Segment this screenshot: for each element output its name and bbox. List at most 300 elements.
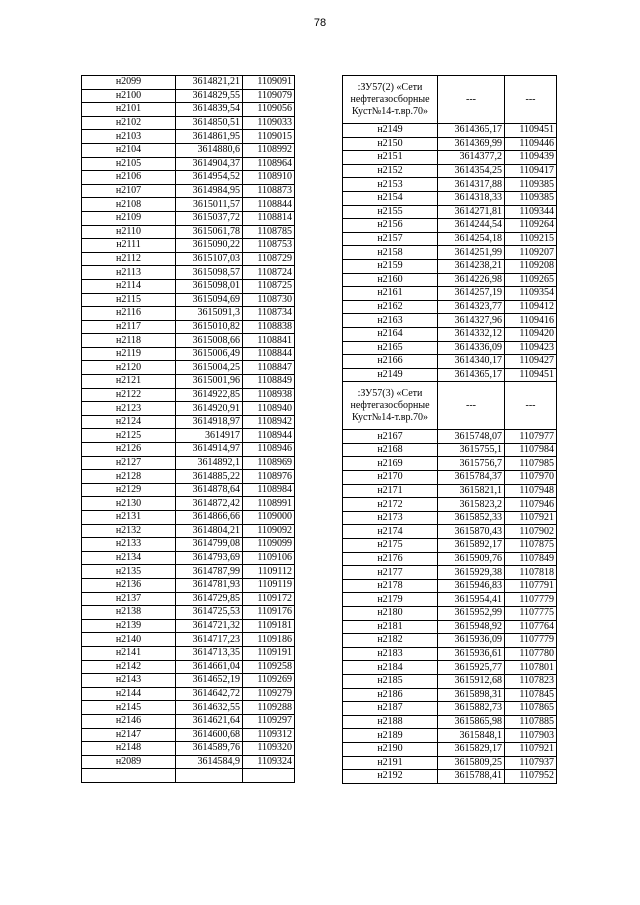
- point-id-cell: н2162: [343, 300, 438, 314]
- y-coordinate-cell: 1109172: [243, 592, 295, 606]
- y-coordinate-cell: 1109181: [243, 619, 295, 633]
- x-coordinate-cell: 3615061,78: [176, 225, 243, 239]
- x-coordinate-cell: 3614850,51: [176, 116, 243, 130]
- y-coordinate-cell: 1109385: [505, 178, 557, 192]
- x-coordinate-cell: 3614914,97: [176, 443, 243, 457]
- y-coordinate-cell: 1107921: [505, 742, 557, 756]
- x-coordinate-cell: 3614365,17: [438, 368, 505, 382]
- table-row: [343, 674, 557, 688]
- y-coordinate-cell: 1109106: [243, 551, 295, 565]
- x-coordinate-cell: 3615091,3: [176, 307, 243, 321]
- point-id-cell: н2150: [343, 137, 438, 151]
- y-coordinate-cell: 1108940: [243, 402, 295, 416]
- point-id-cell: н2155: [343, 205, 438, 219]
- point-id-cell: н2151: [343, 151, 438, 165]
- table-row: [82, 701, 295, 715]
- x-coordinate-cell: 3614271,81: [438, 205, 505, 219]
- table-row: [82, 252, 295, 266]
- table-row: [82, 198, 295, 212]
- point-id-cell: н2169: [343, 457, 438, 471]
- table-row: [343, 273, 557, 287]
- empty-value-cell: ---: [438, 76, 505, 124]
- x-coordinate-cell: 3614920,91: [176, 402, 243, 416]
- x-coordinate-cell: 3615936,61: [438, 647, 505, 661]
- point-id-cell: н2105: [82, 157, 176, 171]
- x-coordinate-cell: 3614872,42: [176, 497, 243, 511]
- y-coordinate-cell: 1109427: [505, 355, 557, 369]
- table-row: [82, 402, 295, 416]
- table-row: [343, 742, 557, 756]
- point-id-cell: н2132: [82, 524, 176, 538]
- x-coordinate-cell: 3615001,96: [176, 375, 243, 389]
- table-row: [82, 619, 295, 633]
- empty-value-cell: ---: [505, 382, 557, 430]
- y-coordinate-cell: 1107845: [505, 688, 557, 702]
- table-row: [82, 443, 295, 457]
- x-coordinate-cell: 3615094,69: [176, 293, 243, 307]
- y-coordinate-cell: 1109385: [505, 191, 557, 205]
- y-coordinate-cell: 1108734: [243, 307, 295, 321]
- y-coordinate-cell: 1108984: [243, 483, 295, 497]
- x-coordinate-cell: 3614226,98: [438, 273, 505, 287]
- point-id-cell: н2173: [343, 511, 438, 525]
- point-id-cell: н2166: [343, 355, 438, 369]
- table-row: [82, 714, 295, 728]
- table-row: [343, 287, 557, 301]
- point-id-cell: н2136: [82, 578, 176, 592]
- point-id-cell: н2164: [343, 327, 438, 341]
- point-id-cell: н2176: [343, 552, 438, 566]
- x-coordinate-cell: 3615892,17: [438, 539, 505, 553]
- x-coordinate-cell: 3614781,93: [176, 578, 243, 592]
- table-row: [343, 756, 557, 770]
- point-id-cell: н2160: [343, 273, 438, 287]
- y-coordinate-cell: 1108910: [243, 171, 295, 185]
- table-row: [82, 89, 295, 103]
- y-coordinate-cell: 1108946: [243, 443, 295, 457]
- point-id-cell: н2157: [343, 232, 438, 246]
- point-id-cell: н2142: [82, 660, 176, 674]
- point-id-cell: н2174: [343, 525, 438, 539]
- x-coordinate-cell: 3614917: [176, 429, 243, 443]
- x-coordinate-cell: 3614861,95: [176, 130, 243, 144]
- y-coordinate-cell: 1109344: [505, 205, 557, 219]
- x-coordinate-cell: 3614340,17: [438, 355, 505, 369]
- table-row: [82, 742, 295, 756]
- table-row: [82, 483, 295, 497]
- table-row: [343, 246, 557, 260]
- x-coordinate-cell: 3614729,85: [176, 592, 243, 606]
- y-coordinate-cell: 1107946: [505, 498, 557, 512]
- x-coordinate-cell: 3615098,01: [176, 279, 243, 293]
- x-coordinate-cell: 3614327,96: [438, 314, 505, 328]
- y-coordinate-cell: 1109258: [243, 660, 295, 674]
- x-coordinate-cell: 3614600,68: [176, 728, 243, 742]
- point-id-cell: н2183: [343, 647, 438, 661]
- y-coordinate-cell: 1108730: [243, 293, 295, 307]
- section-header-cell: :ЗУ57(3) «Сети нефтегазосборные Куст№14-т.вр.70»: [343, 382, 438, 430]
- x-coordinate-cell: 3614878,64: [176, 483, 243, 497]
- point-id-cell: н2113: [82, 266, 176, 280]
- y-coordinate-cell: 1109079: [243, 89, 295, 103]
- x-coordinate-cell: 3615954,41: [438, 593, 505, 607]
- table-row: [343, 634, 557, 648]
- point-id-cell: н2178: [343, 579, 438, 593]
- y-coordinate-cell: 1109416: [505, 314, 557, 328]
- x-coordinate-cell: 3614787,99: [176, 565, 243, 579]
- x-coordinate-cell: 3614804,21: [176, 524, 243, 538]
- point-id-cell: н2135: [82, 565, 176, 579]
- x-coordinate-cell: 3614257,19: [438, 287, 505, 301]
- point-id-cell: н2131: [82, 511, 176, 525]
- table-row: [343, 341, 557, 355]
- table-row: [82, 674, 295, 688]
- x-coordinate-cell: 3614377,2: [438, 151, 505, 165]
- point-id-cell: н2170: [343, 471, 438, 485]
- coordinates-table-left: [81, 75, 295, 783]
- point-id-cell: н2158: [343, 246, 438, 260]
- x-coordinate-cell: 3614317,88: [438, 178, 505, 192]
- point-id-cell: н2103: [82, 130, 176, 144]
- x-coordinate-cell: 3614332,12: [438, 327, 505, 341]
- point-id-cell: н2117: [82, 320, 176, 334]
- table-row: [82, 660, 295, 674]
- table-row: [343, 327, 557, 341]
- point-id-cell: н2172: [343, 498, 438, 512]
- y-coordinate-cell: 1107970: [505, 471, 557, 485]
- x-coordinate-cell: 3615823,2: [438, 498, 505, 512]
- x-coordinate-cell: 3615909,76: [438, 552, 505, 566]
- point-id-cell: н2102: [82, 116, 176, 130]
- table-row: [343, 457, 557, 471]
- table-row: [82, 239, 295, 253]
- table-row: [82, 524, 295, 538]
- y-coordinate-cell: [243, 769, 295, 783]
- point-id-cell: н2186: [343, 688, 438, 702]
- x-coordinate-cell: 3615784,37: [438, 471, 505, 485]
- table-row: [82, 565, 295, 579]
- y-coordinate-cell: 1109269: [243, 674, 295, 688]
- y-coordinate-cell: 1107948: [505, 484, 557, 498]
- y-coordinate-cell: 1108844: [243, 198, 295, 212]
- point-id-cell: н2141: [82, 646, 176, 660]
- point-id-cell: н2145: [82, 701, 176, 715]
- y-coordinate-cell: 1109215: [505, 232, 557, 246]
- x-coordinate-cell: 3615829,17: [438, 742, 505, 756]
- point-id-cell: н2153: [343, 178, 438, 192]
- x-coordinate-cell: 3614589,76: [176, 742, 243, 756]
- point-id-cell: н2156: [343, 219, 438, 233]
- point-id-cell: н2159: [343, 259, 438, 273]
- table-row: [82, 646, 295, 660]
- table-row: [343, 300, 557, 314]
- table-row: [82, 456, 295, 470]
- x-coordinate-cell: 3614721,32: [176, 619, 243, 633]
- table-row: [82, 755, 295, 769]
- x-coordinate-cell: 3614880,6: [176, 143, 243, 157]
- point-id-cell: н2120: [82, 361, 176, 375]
- table-row: [82, 388, 295, 402]
- point-id-cell: н2152: [343, 164, 438, 178]
- x-coordinate-cell: 3614954,52: [176, 171, 243, 185]
- x-coordinate-cell: 3615821,1: [438, 484, 505, 498]
- y-coordinate-cell: 1108873: [243, 184, 295, 198]
- x-coordinate-cell: 3614244,54: [438, 219, 505, 233]
- table-row: [343, 552, 557, 566]
- point-id-cell: н2175: [343, 539, 438, 553]
- y-coordinate-cell: 1109451: [505, 124, 557, 138]
- x-coordinate-cell: 3614799,08: [176, 538, 243, 552]
- y-coordinate-cell: 1109033: [243, 116, 295, 130]
- x-coordinate-cell: 3615755,1: [438, 443, 505, 457]
- x-coordinate-cell: 3614621,64: [176, 714, 243, 728]
- y-coordinate-cell: 1109092: [243, 524, 295, 538]
- point-id-cell: н2104: [82, 143, 176, 157]
- table-row: [82, 171, 295, 185]
- y-coordinate-cell: 1109099: [243, 538, 295, 552]
- y-coordinate-cell: 1109297: [243, 714, 295, 728]
- y-coordinate-cell: 1109208: [505, 259, 557, 273]
- x-coordinate-cell: 3615936,09: [438, 634, 505, 648]
- x-coordinate-cell: 3615010,82: [176, 320, 243, 334]
- point-id-cell: н2112: [82, 252, 176, 266]
- y-coordinate-cell: 1109112: [243, 565, 295, 579]
- table-row: [343, 259, 557, 273]
- y-coordinate-cell: 1107952: [505, 770, 557, 784]
- y-coordinate-cell: 1107921: [505, 511, 557, 525]
- point-id-cell: н2165: [343, 341, 438, 355]
- point-id-cell: н2115: [82, 293, 176, 307]
- x-coordinate-cell: 3615925,77: [438, 661, 505, 675]
- table-row: [82, 497, 295, 511]
- y-coordinate-cell: 1107823: [505, 674, 557, 688]
- y-coordinate-cell: 1109439: [505, 151, 557, 165]
- table-row: [343, 484, 557, 498]
- x-coordinate-cell: 3614632,55: [176, 701, 243, 715]
- point-id-cell: н2129: [82, 483, 176, 497]
- y-coordinate-cell: 1109056: [243, 103, 295, 117]
- x-coordinate-cell: 3615098,57: [176, 266, 243, 280]
- y-coordinate-cell: 1107791: [505, 579, 557, 593]
- y-coordinate-cell: 1109000: [243, 511, 295, 525]
- table-row: [343, 368, 557, 382]
- y-coordinate-cell: 1107977: [505, 430, 557, 444]
- table-row: [343, 715, 557, 729]
- x-coordinate-cell: 3614904,37: [176, 157, 243, 171]
- table-row: [343, 729, 557, 743]
- empty-value-cell: ---: [438, 382, 505, 430]
- table-row: [343, 688, 557, 702]
- y-coordinate-cell: 1109417: [505, 164, 557, 178]
- y-coordinate-cell: 1109265: [505, 273, 557, 287]
- y-coordinate-cell: 1109015: [243, 130, 295, 144]
- y-coordinate-cell: 1107818: [505, 566, 557, 580]
- point-id-cell: н2100: [82, 89, 176, 103]
- x-coordinate-cell: 3614793,69: [176, 551, 243, 565]
- point-id-cell: н2140: [82, 633, 176, 647]
- y-coordinate-cell: 1109324: [243, 755, 295, 769]
- y-coordinate-cell: 1109279: [243, 687, 295, 701]
- point-id-cell: н2118: [82, 334, 176, 348]
- table-row: [343, 137, 557, 151]
- point-id-cell: н2099: [82, 76, 176, 90]
- table-row: [343, 702, 557, 716]
- table-row: [82, 334, 295, 348]
- x-coordinate-cell: 3614839,54: [176, 103, 243, 117]
- point-id-cell: н2108: [82, 198, 176, 212]
- y-coordinate-cell: 1107875: [505, 539, 557, 553]
- point-id-cell: н2128: [82, 470, 176, 484]
- point-id-cell: н2147: [82, 728, 176, 742]
- point-id-cell: н2184: [343, 661, 438, 675]
- table-row: [82, 293, 295, 307]
- y-coordinate-cell: 1108844: [243, 347, 295, 361]
- section-header-row: [343, 382, 557, 430]
- x-coordinate-cell: 3614584,9: [176, 755, 243, 769]
- x-coordinate-cell: 3615929,38: [438, 566, 505, 580]
- x-coordinate-cell: 3615952,99: [438, 607, 505, 621]
- point-id-cell: н2146: [82, 714, 176, 728]
- point-id-cell: н2187: [343, 702, 438, 716]
- y-coordinate-cell: 1108969: [243, 456, 295, 470]
- table-row: [343, 191, 557, 205]
- y-coordinate-cell: 1108725: [243, 279, 295, 293]
- table-row: [343, 232, 557, 246]
- point-id-cell: н2114: [82, 279, 176, 293]
- x-coordinate-cell: 3614354,25: [438, 164, 505, 178]
- x-coordinate-cell: 3614725,53: [176, 606, 243, 620]
- table-row: [82, 279, 295, 293]
- table-row: [82, 470, 295, 484]
- point-id-cell: н2124: [82, 415, 176, 429]
- table-row: [343, 593, 557, 607]
- table-row: [343, 219, 557, 233]
- y-coordinate-cell: 1109119: [243, 578, 295, 592]
- y-coordinate-cell: 1108785: [243, 225, 295, 239]
- y-coordinate-cell: 1109412: [505, 300, 557, 314]
- y-coordinate-cell: 1109312: [243, 728, 295, 742]
- table-row: [82, 728, 295, 742]
- point-id-cell: н2119: [82, 347, 176, 361]
- point-id-cell: н2149: [343, 124, 438, 138]
- table-row: [343, 607, 557, 621]
- y-coordinate-cell: 1109354: [505, 287, 557, 301]
- x-coordinate-cell: 3615107,03: [176, 252, 243, 266]
- point-id-cell: н2180: [343, 607, 438, 621]
- table-row: [343, 443, 557, 457]
- point-id-cell: н2181: [343, 620, 438, 634]
- table-row: [343, 539, 557, 553]
- y-coordinate-cell: 1107801: [505, 661, 557, 675]
- section-header-cell: :ЗУ57(2) «Сети нефтегазосборные Куст№14-т.вр.70»: [343, 76, 438, 124]
- x-coordinate-cell: 3615788,41: [438, 770, 505, 784]
- x-coordinate-cell: 3615756,7: [438, 457, 505, 471]
- x-coordinate-cell: 3615948,92: [438, 620, 505, 634]
- table-row: [82, 429, 295, 443]
- x-coordinate-cell: 3615912,68: [438, 674, 505, 688]
- table-row: [82, 266, 295, 280]
- y-coordinate-cell: 1107865: [505, 702, 557, 716]
- point-id-cell: н2122: [82, 388, 176, 402]
- point-id-cell: н2167: [343, 430, 438, 444]
- y-coordinate-cell: 1108942: [243, 415, 295, 429]
- point-id-cell: н2171: [343, 484, 438, 498]
- y-coordinate-cell: 1108964: [243, 157, 295, 171]
- point-id-cell: [82, 769, 176, 783]
- y-coordinate-cell: 1108992: [243, 143, 295, 157]
- y-coordinate-cell: 1107779: [505, 634, 557, 648]
- x-coordinate-cell: 3614866,66: [176, 511, 243, 525]
- point-id-cell: н2190: [343, 742, 438, 756]
- table-row: [343, 770, 557, 784]
- x-coordinate-cell: 3614642,72: [176, 687, 243, 701]
- x-coordinate-cell: 3614984,95: [176, 184, 243, 198]
- x-coordinate-cell: 3614318,33: [438, 191, 505, 205]
- table-row: [343, 178, 557, 192]
- point-id-cell: н2089: [82, 755, 176, 769]
- table-row: [82, 578, 295, 592]
- table-row: [343, 498, 557, 512]
- y-coordinate-cell: 1109320: [243, 742, 295, 756]
- x-coordinate-cell: 3614829,55: [176, 89, 243, 103]
- x-coordinate-cell: 3614323,77: [438, 300, 505, 314]
- point-id-cell: н2144: [82, 687, 176, 701]
- point-id-cell: н2191: [343, 756, 438, 770]
- point-id-cell: н2168: [343, 443, 438, 457]
- y-coordinate-cell: 1108753: [243, 239, 295, 253]
- x-coordinate-cell: 3614713,35: [176, 646, 243, 660]
- table-row: [82, 415, 295, 429]
- x-coordinate-cell: [176, 769, 243, 783]
- point-id-cell: н2126: [82, 443, 176, 457]
- y-coordinate-cell: 1108991: [243, 497, 295, 511]
- table-row: [82, 606, 295, 620]
- x-coordinate-cell: 3614885,22: [176, 470, 243, 484]
- y-coordinate-cell: 1108814: [243, 211, 295, 225]
- point-id-cell: н2127: [82, 456, 176, 470]
- y-coordinate-cell: 1109176: [243, 606, 295, 620]
- table-row: [82, 769, 295, 783]
- table-row: [343, 471, 557, 485]
- y-coordinate-cell: 1108841: [243, 334, 295, 348]
- table-row: [343, 579, 557, 593]
- x-coordinate-cell: 3615004,25: [176, 361, 243, 375]
- x-coordinate-cell: 3615852,33: [438, 511, 505, 525]
- y-coordinate-cell: 1109288: [243, 701, 295, 715]
- point-id-cell: н2149: [343, 368, 438, 382]
- point-id-cell: н2185: [343, 674, 438, 688]
- table-row: [82, 511, 295, 525]
- y-coordinate-cell: 1109091: [243, 76, 295, 90]
- table-row: [343, 525, 557, 539]
- x-coordinate-cell: 3614661,04: [176, 660, 243, 674]
- point-id-cell: н2192: [343, 770, 438, 784]
- table-row: [82, 76, 295, 90]
- table-row: [82, 592, 295, 606]
- x-coordinate-cell: 3615898,31: [438, 688, 505, 702]
- y-coordinate-cell: 1107775: [505, 607, 557, 621]
- y-coordinate-cell: 1107985: [505, 457, 557, 471]
- y-coordinate-cell: 1109191: [243, 646, 295, 660]
- table-row: [82, 320, 295, 334]
- coordinates-table-right: [342, 75, 557, 784]
- x-coordinate-cell: 3614922,85: [176, 388, 243, 402]
- table-row: [343, 620, 557, 634]
- table-row: [82, 116, 295, 130]
- point-id-cell: н2106: [82, 171, 176, 185]
- table-row: [82, 347, 295, 361]
- y-coordinate-cell: 1109207: [505, 246, 557, 260]
